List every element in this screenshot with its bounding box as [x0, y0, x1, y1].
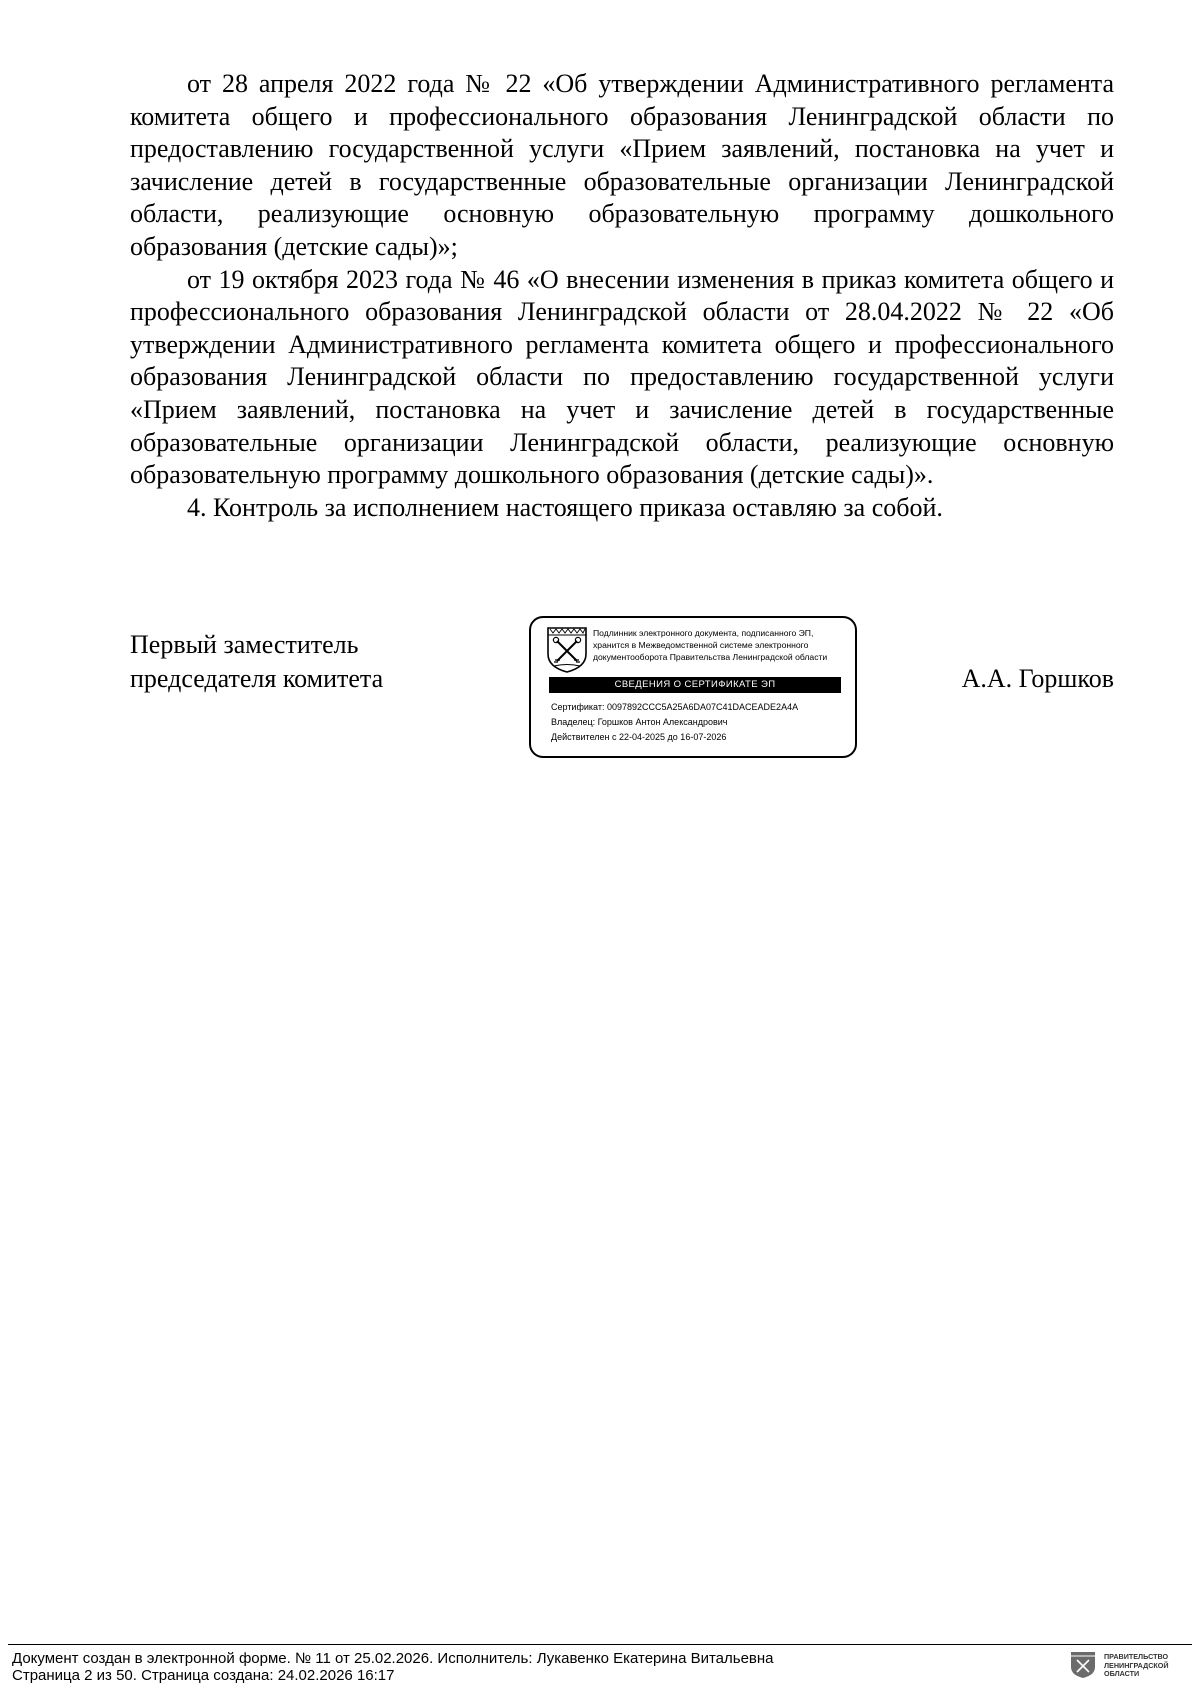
certificate-number: Сертификат: 0097892CCC5A25A6DA07C41DACEADE2A4A — [551, 702, 799, 712]
certificate-validity: Действителен с 22-04-2025 до 16-07-2026 — [551, 732, 727, 742]
footer-document-line: Документ создан в электронной форме. № 11 от 25.02.2026. Исполнитель: Лукавенко Екатерина Витальевна — [12, 1650, 774, 1667]
document-body — [130, 68, 1114, 524]
stamp-note-line-2: хранится в Межведомственной системе электронного — [593, 640, 809, 650]
paragraph-order-2022: от 28 апреля 2022 года № 22 «Об утверждении Административного регламента комитета общего и профессионального образования Ленинградской области по предоставлению государственной услуги «Прием заявлений, постановка на учет и зачисление детей в государственные образовательные организации Ленинградской области, реализующие основную образовательную программу дошкольного образования (детские сады)»; — [130, 69, 1114, 261]
stamp-note-line-3: документооборота Правительства Ленинградской области — [593, 652, 828, 662]
certificate-owner: Владелец: Горшков Антон Александрович — [551, 717, 728, 727]
stamp-note-line-1: Подлинник электронного документа, подписанного ЭП, — [593, 628, 814, 638]
footer-page-line: Страница 2 из 50. Страница создана: 24.02.2026 16:17 — [12, 1667, 395, 1684]
footer-org-line-2: ЛЕНИНГРАДСКОЙ — [1104, 1660, 1169, 1670]
government-logo-icon — [1070, 1651, 1096, 1679]
signatory-position-line-1: Первый заместитель — [130, 630, 359, 659]
stamp-note — [593, 627, 855, 663]
signatory-name: А.А. Горшков — [961, 664, 1114, 693]
footer-info — [12, 1650, 774, 1684]
footer-divider — [8, 1644, 1192, 1645]
paragraph-control-clause: 4. Контроль за исполнением настоящего приказа оставляю за собой. — [187, 492, 943, 522]
signatory-position-line-2: председателя комитета — [130, 664, 384, 693]
coat-of-arms-icon — [546, 627, 588, 673]
electronic-signature-stamp — [529, 616, 857, 758]
footer-org-line-1: ПРАВИТЕЛЬСТВО — [1104, 1652, 1169, 1661]
certificate-info-banner: СВЕДЕНИЯ О СЕРТИФИКАТЕ ЭП — [549, 677, 841, 693]
paragraph-order-2023: от 19 октября 2023 года № 46 «О внесении изменения в приказ комитета общего и профессионального образования Ленинградской области от 28.04.2022 № 22 «Об утверждении Административного регламента комитета общего и профессионального образования Ленинградской области по предоставлению государственной услуги «Прием заявлений, постановка на учет и зачисление детей в государственные образовательные организации Ленинградской области, реализующие основную образовательную программу дошкольного образования (детские сады)». — [130, 264, 1114, 490]
footer-org-line-3: ОБЛАСТИ — [1104, 1669, 1140, 1679]
footer-organization — [1104, 1653, 1169, 1679]
certificate-details — [551, 700, 798, 745]
signatory-position — [130, 628, 383, 696]
